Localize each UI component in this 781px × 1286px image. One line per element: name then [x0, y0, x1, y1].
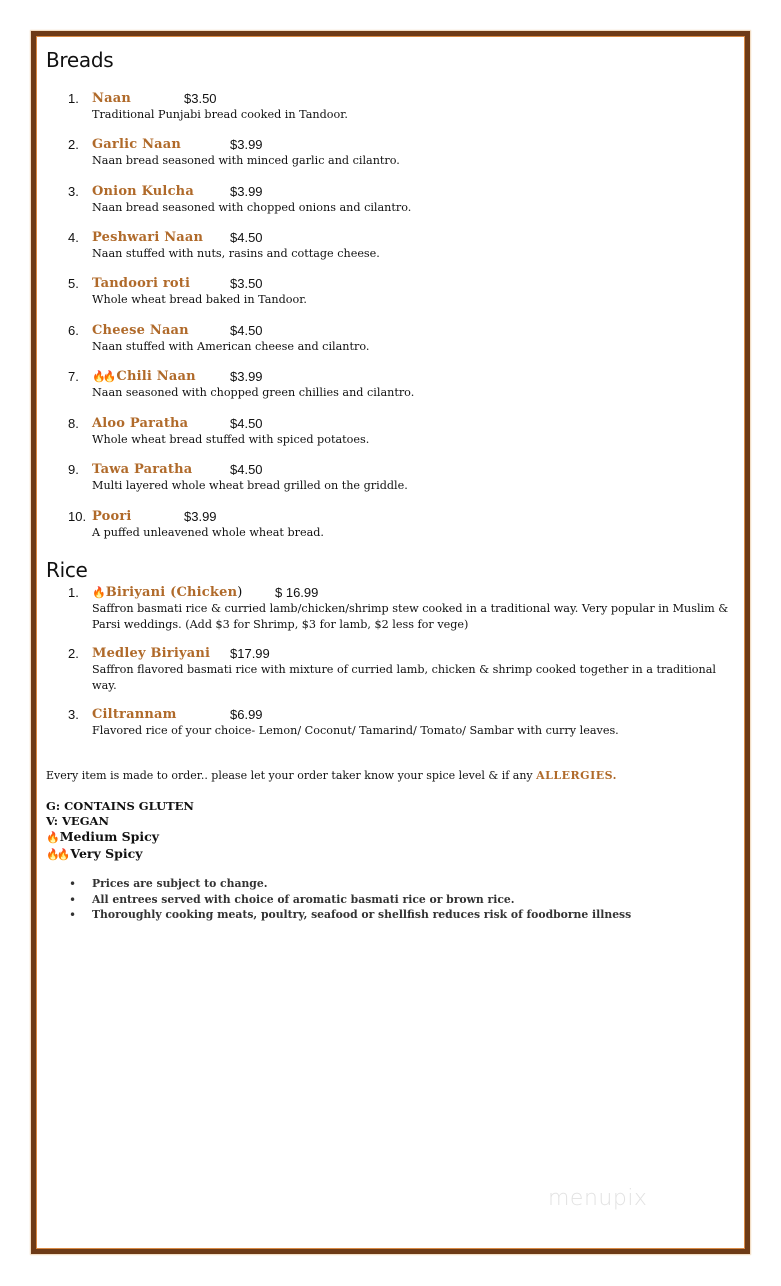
- item-name: Biriyani (Chicken: [105, 585, 238, 600]
- item-description: Whole wheat bread baked in Tandoor.: [92, 293, 307, 306]
- item-name: Peshwari Naan: [92, 230, 204, 245]
- item-price: $3.50: [184, 91, 217, 106]
- item-number: 1.: [68, 585, 79, 600]
- allergies-highlight: ALLERGIES.: [536, 769, 617, 782]
- item-description: Multi layered whole wheat bread grilled on the griddle.: [92, 479, 408, 492]
- item-number: 9.: [68, 462, 79, 477]
- item-description: Flavored rice of your choice- Lemon/ Coconut/ Tamarind/ Tomato/ Sambar with curry leaves.: [92, 724, 619, 737]
- section-title-rice: Rice: [46, 558, 88, 582]
- item-description: Naan bread seasoned with minced garlic and cilantro.: [92, 154, 400, 167]
- note-item: [0, 893, 781, 909]
- item-name: Ciltrannam: [92, 707, 177, 722]
- bullet-icon: •: [69, 908, 77, 922]
- item-description: Naan stuffed with American cheese and cilantro.: [92, 340, 370, 353]
- item-number: 6.: [68, 323, 79, 338]
- item-name: Tawa Paratha: [92, 462, 193, 477]
- item-name-wrapper: [92, 369, 196, 384]
- legend-very-spicy: [46, 846, 143, 861]
- note-text: Prices are subject to change.: [92, 877, 268, 890]
- order-notice-text: Every item is made to order.. please let your order taker know your spice level & if any: [46, 769, 537, 782]
- item-number: 7.: [68, 369, 79, 384]
- item-number: 3.: [68, 707, 79, 722]
- item-description: Naan seasoned with chopped green chillies and cilantro.: [92, 386, 415, 399]
- item-description: Naan stuffed with nuts, rasins and cottage cheese.: [92, 247, 380, 260]
- item-name: Medley Biriyani: [92, 646, 211, 661]
- item-name: Poori: [92, 509, 132, 524]
- item-price: $17.99: [230, 646, 270, 661]
- item-number: 3.: [68, 184, 79, 199]
- item-description: Naan bread seasoned with chopped onions and cilantro.: [92, 201, 412, 214]
- item-name-wrapper: [92, 585, 243, 600]
- item-description: Traditional Punjabi bread cooked in Tandoor.: [92, 108, 348, 121]
- item-price: $3.99: [230, 137, 263, 152]
- item-description: Whole wheat bread stuffed with spiced potatoes.: [92, 433, 370, 446]
- legend-gluten: G: CONTAINS GLUTEN: [46, 799, 194, 813]
- order-notice: [46, 769, 617, 782]
- item-price: $4.50: [230, 230, 263, 245]
- item-name: Onion Kulcha: [92, 184, 194, 199]
- item-description: A puffed unleavened whole wheat bread.: [92, 526, 324, 539]
- very-spicy-flame-icon: 🔥🔥: [92, 370, 114, 383]
- item-price: $4.50: [230, 462, 263, 477]
- very-spicy-flame-icon: 🔥🔥: [46, 848, 68, 861]
- bullet-icon: •: [69, 893, 77, 907]
- item-number: 4.: [68, 230, 79, 245]
- item-number: 2.: [68, 137, 79, 152]
- item-name: Chili Naan: [116, 369, 196, 384]
- item-number: 1.: [68, 91, 79, 106]
- item-name-suffix: ): [237, 585, 243, 600]
- legend-medium-spicy: [46, 829, 159, 844]
- item-price: $3.99: [184, 509, 217, 524]
- item-description: Saffron flavored basmati rice with mixture of curried lamb, chicken & shrimp cooked together in a traditional way.: [92, 663, 716, 692]
- item-name: Garlic Naan: [92, 137, 182, 152]
- legend-vegan: V: VEGAN: [46, 814, 109, 828]
- item-price: $3.50: [230, 276, 263, 291]
- item-description: Saffron basmati rice & curried lamb/chicken/shrimp stew cooked in a traditional way. Very popular in Muslim & Parsi weddings. (Add $3 for Shrimp, $3 for lamb, $2 less for vege): [92, 602, 729, 631]
- section-title-breads: Breads: [46, 48, 114, 72]
- item-price: $3.99: [230, 184, 263, 199]
- note-item: [0, 908, 781, 924]
- item-number: 5.: [68, 276, 79, 291]
- item-number: 2.: [68, 646, 79, 661]
- item-number: 8.: [68, 416, 79, 431]
- legend-medium-label: Medium Spicy: [59, 829, 160, 844]
- item-price: $4.50: [230, 416, 263, 431]
- note-text: All entrees served with choice of aromatic basmati rice or brown rice.: [92, 893, 515, 906]
- item-price: $3.99: [230, 369, 263, 384]
- note-text: Thoroughly cooking meats, poultry, seafood or shellfish reduces risk of foodborne illness: [92, 908, 632, 921]
- item-name: Aloo Paratha: [92, 416, 189, 431]
- bullet-icon: •: [69, 877, 77, 891]
- item-name: Tandoori roti: [92, 276, 191, 291]
- legend-very-label: Very Spicy: [70, 846, 143, 861]
- item-price: $4.50: [230, 323, 263, 338]
- item-price: $ 16.99: [275, 585, 319, 600]
- note-item: [0, 877, 781, 893]
- item-number: 10.: [68, 509, 87, 524]
- menupix-watermark: menupix: [548, 1186, 648, 1211]
- item-name: Cheese Naan: [92, 323, 189, 338]
- medium-spicy-flame-icon: 🔥: [92, 586, 103, 599]
- item-price: $6.99: [230, 707, 263, 722]
- item-name: Naan: [92, 91, 131, 106]
- medium-spicy-flame-icon: 🔥: [46, 831, 57, 844]
